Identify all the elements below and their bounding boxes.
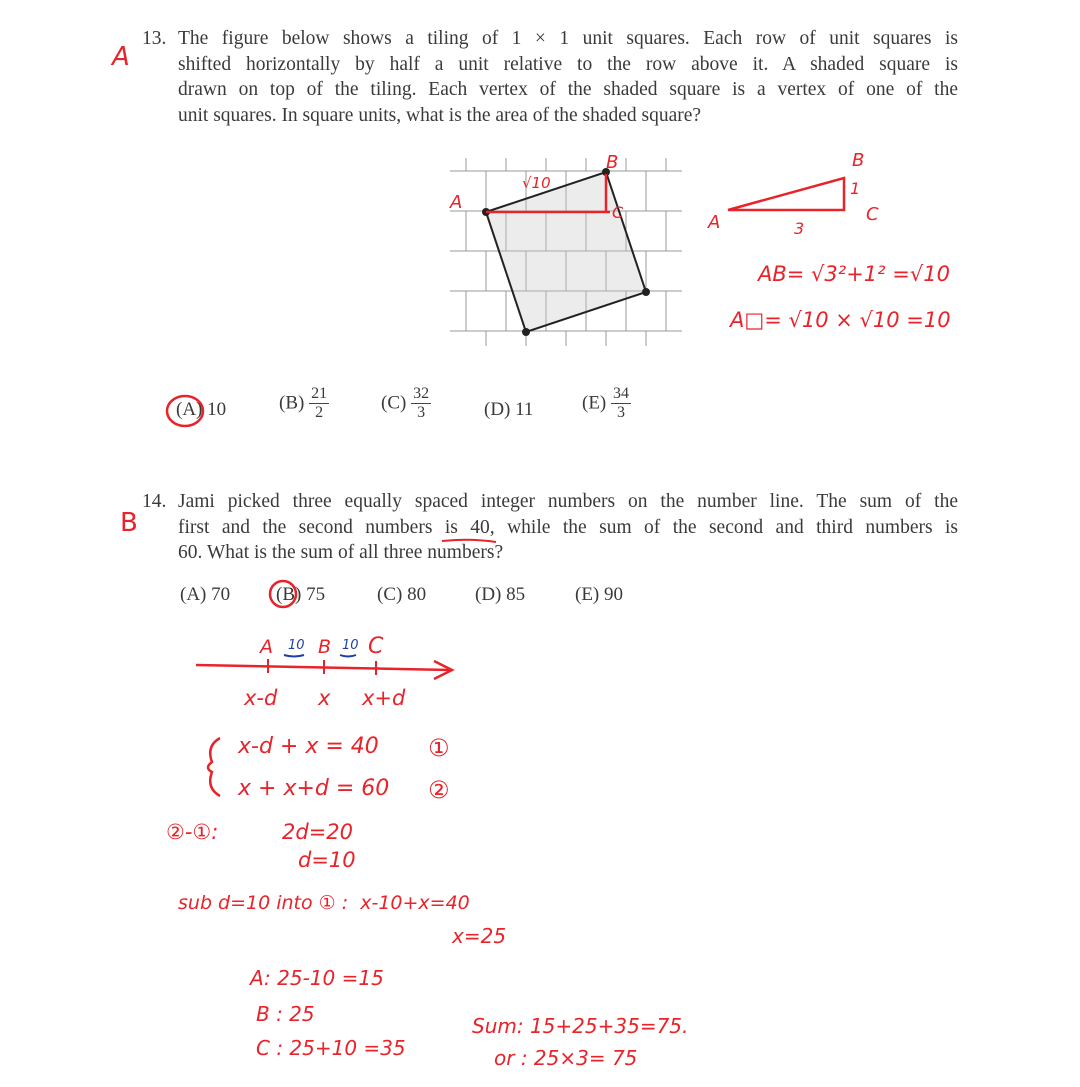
q14-choice-d: (D) 85	[475, 584, 526, 605]
q14-step1: 2d=20	[282, 820, 354, 844]
tri-label-three: 3	[794, 219, 805, 238]
q14-subtract-label: ②-①:	[166, 820, 219, 844]
q14-number-line	[190, 625, 470, 715]
tri-label-c: C	[866, 204, 879, 225]
fig-label-side: √10	[522, 174, 551, 192]
nl-x-minus-d: x-d	[244, 686, 278, 710]
q13-question-text	[178, 26, 958, 128]
q14-choice-a: (A) 70	[180, 584, 231, 605]
q14-underline	[440, 536, 500, 546]
q14-brace	[198, 732, 228, 802]
nl-x: x	[318, 686, 331, 710]
q13-line: drawn on top of the tiling. Each vertex of the shaded square is a vertex of one of the	[178, 79, 958, 100]
q14-a-value: A: 25-10 =15	[250, 966, 384, 990]
q13-area-note: A□= √10 × √10 =10	[730, 308, 951, 332]
tri-label-a: A	[708, 212, 721, 233]
q13-answer-mark: A	[112, 42, 130, 72]
q13-triangle-sketch	[700, 148, 900, 238]
q14-sum-line: Sum: 15+25+35=75.	[472, 1014, 689, 1038]
q13-line: unit squares. In square units, what is the area of the shaded square?	[178, 104, 702, 126]
q13-choice-c: (C) $\frac{32}{3}$	[381, 385, 430, 421]
q14-x-result: x=25	[452, 924, 507, 948]
q13-ab-note: AB= √3²+1² =√10	[758, 262, 950, 286]
q14-line: 60. What is the sum of all three numbers?	[178, 542, 504, 563]
q13-line: shifted horizontally by half a unit relative to the row above it. A shaded square is	[178, 53, 958, 75]
q13-tiling-figure	[440, 148, 690, 353]
q14-question-text	[178, 489, 958, 566]
tri-label-one: 1	[850, 179, 861, 198]
q14-line: Jami picked three equally spaced integer numbers on the number line. The sum of the	[178, 491, 958, 512]
nl-label-b: B	[318, 636, 332, 658]
q14-line: first and the second numbers is 40, while the sum of the second and third numbers is	[178, 516, 958, 538]
tri-label-b: B	[852, 150, 865, 171]
q13-choice-a: (A) 10	[176, 399, 227, 420]
q13-line: The figure below shows a tiling of 1 × 1 unit squares. Each row of unit squares is	[178, 28, 958, 49]
q14-eq1-tag: ①	[428, 734, 450, 762]
nl-gap-2: 10	[342, 638, 359, 653]
q13-choice-e: (E) $\frac{34}{3}$	[582, 385, 630, 421]
fig-label-c: C	[612, 203, 624, 222]
fig-label-a: A	[450, 192, 463, 213]
q14-or-line: or : 25×3= 75	[494, 1046, 638, 1070]
q13-choice-d: (D) 11	[484, 399, 534, 420]
q14-c-value: C : 25+10 =35	[256, 1036, 406, 1060]
q13-number: 13.	[142, 28, 167, 49]
q14-number: 14.	[142, 491, 167, 512]
q14-answer-mark: B	[120, 508, 138, 538]
nl-label-a: A	[260, 636, 273, 658]
q14-choice-b: (B) 75	[276, 584, 326, 605]
nl-label-c: C	[368, 634, 384, 659]
q14-eq1: x-d + x = 40	[238, 734, 379, 759]
shaded-square	[486, 172, 646, 332]
q14-choice-e: (E) 90	[575, 584, 624, 605]
q14-eq2-tag: ②	[428, 776, 450, 804]
q14-step2: d=10	[298, 848, 356, 872]
q14-b-value: B : 25	[256, 1002, 315, 1026]
q14-choice-c: (C) 80	[377, 584, 427, 605]
fig-label-b: B	[606, 152, 619, 173]
q14-substitute: sub d=10 into ① : x-10+x=40	[178, 892, 470, 914]
nl-x-plus-d: x+d	[362, 686, 406, 710]
q13-choice-b: (B) $\frac{21}{2}$	[279, 385, 328, 421]
nl-gap-1: 10	[288, 638, 305, 653]
q14-eq2: x + x+d = 60	[238, 776, 390, 801]
